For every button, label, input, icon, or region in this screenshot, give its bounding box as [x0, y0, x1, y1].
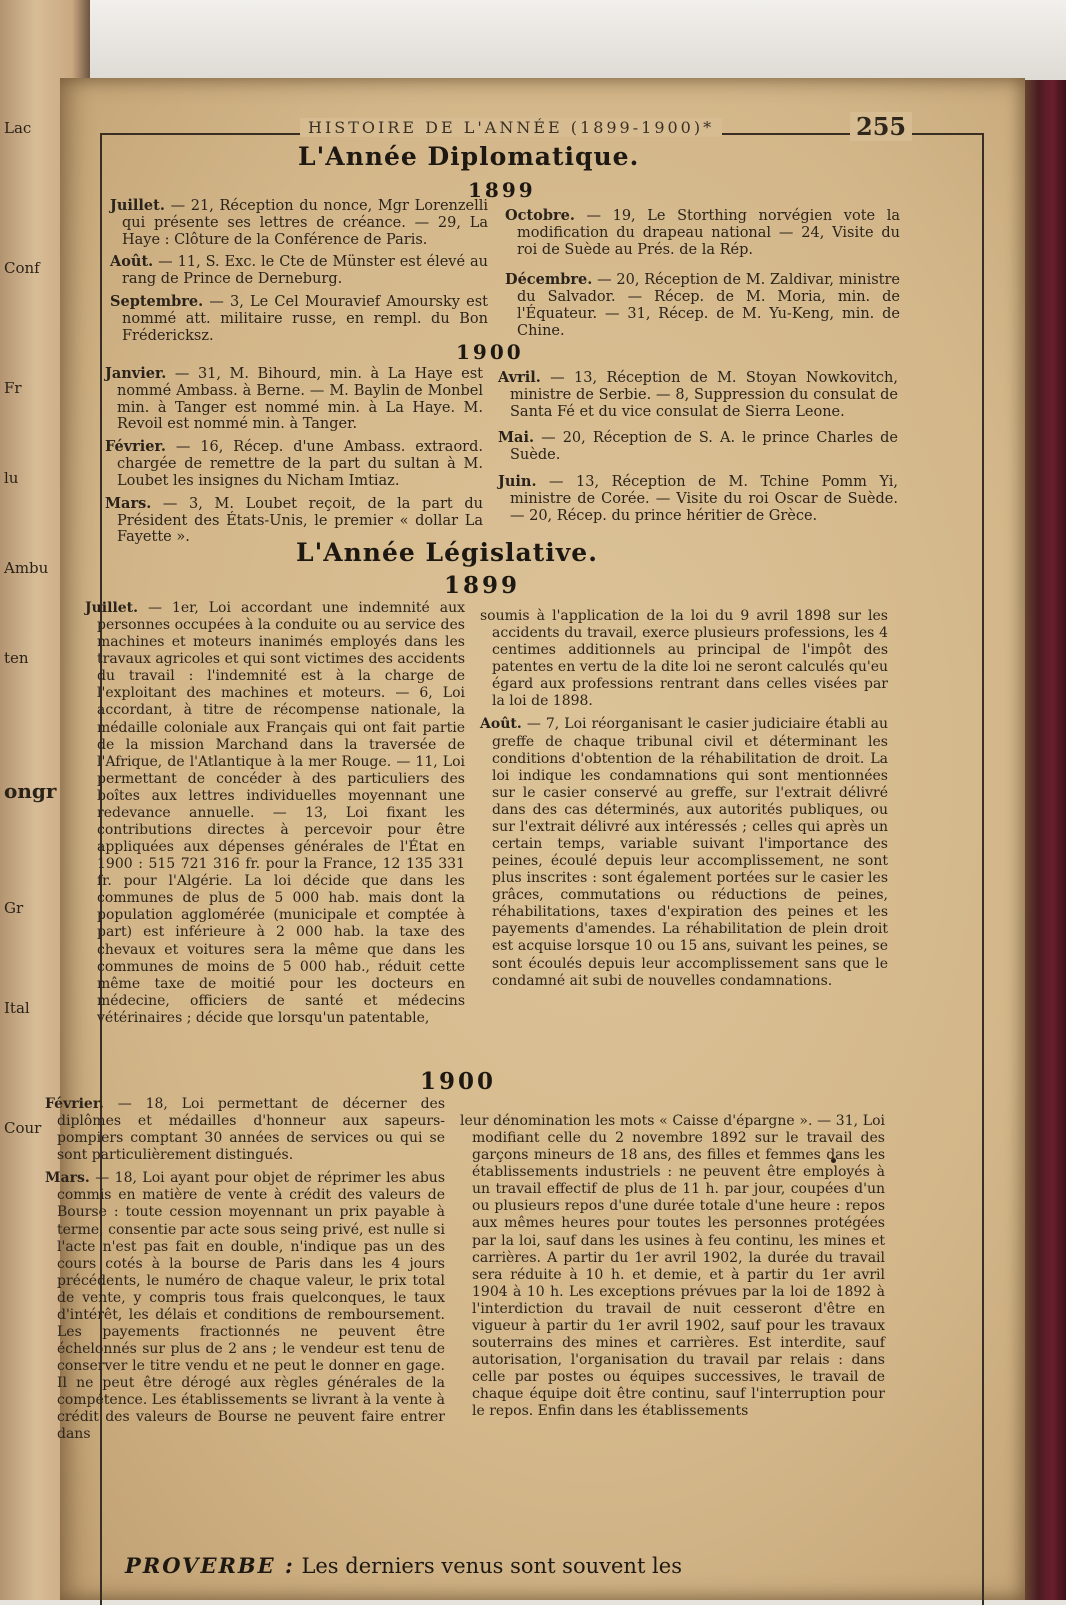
diplo-1899-left-column [110, 198, 488, 351]
entry-month: Décembre. [505, 271, 593, 289]
entry-text: — 3, Le Cel Mouravief Amoursky est nommé att. militaire russe, en rempl. du Bon Frédericksz. [122, 294, 489, 344]
left-page-text: ten [4, 649, 29, 667]
year-heading: 1900 [456, 340, 524, 364]
entry-month: Février. [105, 438, 166, 456]
entry-text: — 1er, Loi accordant une indemnité aux personnes occupées à la conduite ou au service des machines et moteurs inanimés employés dans les travaux agricoles et qui sont victimes des accidents du travail : l'indemnité est à la charge de l'exploitant des machines et moteurs. — 6, Loi accordant, à titre de récompense nationale, la médaille coloniale aux Français qui ont fait partie de la mission Marchand dans la traversée de l'Afrique, de l'Atlantique à la mer Rouge. — 11, Loi permettant de concéder à des particuliers des boîtes aux lettres individuelles moyennant une redevance annuelle. — 13, Loi fixant les contributions directes à percevoir pour être appliquées aux dépenses générales de l'État en 1900 : 515 721 316 fr. pour la France, 12 135 331 fr. pour l'Algérie. La loi décide que dans les communes de plus de 5 000 hab. mais dont la population agglomérée (municipale et comptée à part) est inférieure à 2 000 hab. la taxe des chevaux et voitures sera la même que dans les communes de moins de 5 000 hab., réduit cette même taxe de moitié pour les docteurs en médecine, officiers de santé et médecins vétérinaires ; décide que lorsqu'un patentable, [97, 600, 465, 1026]
entry-month: Octobre. [505, 207, 575, 224]
entry [498, 474, 898, 524]
entry-text: leur dénomination les mots « Caisse d'épargne ». — 31, Loi modifiant celle du 2 novembre 1892 sur le travail des garçons mineurs de 18 ans, des filles et femmes dans les établissements industriels : ne peuvent être employés à un travail effectif de plus de 11 h. par jour, coupées d'un ou plusieurs repos d'une durée totale d'une heure : repos aux mêmes heures pour toutes les personnes protégées par la loi, sauf dans les usines à feu continu, les mines et carrières. A partir du 1er avril 1902, la durée du travail sera réduite à 10 h. et demie, et à partir du 1er avril 1904 à 10 h. Les exceptions prévues par la loi de 1892 à l'interdiction du travail de nuit cesseront d'être en vigueur à partir du 1er avril 1902, sauf pour les travaux souterrains des mines et carrières. Est interdite, sauf autorisation, l'organisation du travail par relais : dans celle par postes ou équipes successives, le travail de chaque équipe doit être continu, sauf l'interruption pour le repos. Enfin dans les établissements [460, 1113, 885, 1420]
entry-month: Mars. [45, 1170, 90, 1187]
entry [110, 294, 488, 344]
left-page-text: Cour [4, 1119, 42, 1137]
entry-month: Juillet. [110, 197, 165, 214]
entry [45, 1096, 445, 1164]
entry-text: — 19, Le Storthing norvégien vote la modification du drapeau national — 24, Visite du roi de Suède au Prés. de la Rép. [517, 208, 900, 258]
entry [480, 608, 888, 710]
entry-month: Mars. [105, 494, 152, 512]
entry-text: soumis à l'application de la loi du 9 avril 1898 sur les accidents du travail, exerce plusieurs professions, les 4 centimes additionnels au principal de l'impôt des patentes en vertu de la dite loi ne seront calculés qu'eu égard aux professions rentrant dans celles visées par la loi de 1898. [480, 608, 888, 710]
book-binding [1020, 80, 1066, 1600]
entry-month: Février. [45, 1096, 104, 1112]
entry-text: — 3, M. Loubet reçoit, de la part du Président des États-Unis, le premier « dollar La Fayette ». [117, 495, 483, 546]
year-heading: 1899 [468, 178, 536, 202]
entry [498, 430, 898, 464]
entry-text: — 16, Récep. d'une Ambass. extraord. chargée de remettre de la part du sultan à M. Loubet les insignes du Nicham Imtiaz. [117, 439, 484, 489]
diplo-1899-right-column [505, 208, 900, 346]
entry-month: Avril. [498, 369, 541, 386]
section-title-diplomatique: L'Année Diplomatique. [298, 142, 640, 171]
entry-text: — 20, Réception de M. Zaldivar, ministre du Salvador. — Récep. de M. Moria, min. de l'Équateur. — 31, Récep. de M. Yu-Keng, min. de Chine. [517, 272, 900, 339]
left-page-text: Ambu [4, 559, 49, 577]
section-title-legislative: L'Année Législative. [296, 538, 598, 567]
entry-month: Juillet. [85, 600, 139, 616]
entry-text: — 20, Réception de S. A. le prince Charles de Suède. [510, 430, 899, 464]
entry [110, 198, 488, 248]
entry-month: Août. [480, 716, 522, 733]
entry-text: — 13, Réception de M. Tchine Pomm Yi, ministre de Corée. — Visite du roi Oscar de Suède. — 20, Récep. du prince héritier de Grèce. [510, 474, 899, 524]
entry [498, 370, 898, 420]
background-wall [0, 0, 1066, 90]
legis-1899-left-column [85, 600, 465, 1033]
legis-1900-right-column [460, 1113, 885, 1426]
entry-month: Septembre. [110, 293, 204, 311]
left-page-text: Ital [4, 999, 30, 1017]
running-header: HISTOIRE DE L'ANNÉE (1899-1900)* [300, 118, 722, 137]
entry-text: — 31, M. Bihourd, min. à La Haye est nommé Ambass. à Berne. — M. Baylin de Monbel min. à Tanger est nommé min. à La Haye. M. Revoil est nommé min. à Tanger. [117, 366, 484, 433]
proverb-label: PROVERBE : [125, 1553, 295, 1578]
entry [480, 716, 888, 989]
left-page-text: ongr [4, 779, 57, 803]
entry [45, 1170, 445, 1443]
diplo-1900-left-column [105, 366, 483, 552]
entry [505, 272, 900, 339]
left-page-text: Fr [4, 379, 22, 397]
left-page-text: Lac [4, 119, 32, 137]
legis-1899-right-column [480, 608, 888, 996]
entry-text: — 18, Loi ayant pour objet de réprimer les abus commis en matière de vente à crédit des valeurs de Bourse : toute cession moyennant un prix payable à terme, consentie par acte sous seing privé, est nulle si l'acte n'est pas fait en double, n'indique pas un des cours cotés à la bourse de Paris dans les 4 jours précédents, le numéro de chaque valeur, le prix total de vente, y compris tous frais quelconques, le taux d'intérêt, les délais et conditions de remboursement. Les payements fractionnés ne peuvent être échelonnés sur plus de 2 ans ; le vendeur est tenu de conserver le titre vendu et ne peut le donner en gage. Il ne peut être dérogé aux règles générales de la compétence. Les établissements se livrant à la vente à crédit des valeurs de Bourse ne peuvent faire entrer dans [57, 1170, 445, 1443]
entry [85, 600, 465, 1027]
entry-month: Janvier. [105, 365, 167, 382]
entry-text: — 18, Loi permettant de décerner des diplômes et médailles d'honneur aux sapeurs-pompiers comptant 30 années de services ou qui se sont particulièrement distingués. [57, 1096, 446, 1164]
left-page-text: Conf [4, 259, 40, 277]
proverb-text: Les derniers venus sont souvent les [301, 1554, 682, 1578]
entry-month: Août. [110, 253, 154, 271]
entry [110, 254, 488, 288]
diplo-1900-right-column [498, 370, 898, 531]
year-heading: 1900 [420, 1068, 497, 1095]
entry [105, 439, 483, 489]
proverb-line [125, 1553, 682, 1578]
year-heading: 1899 [444, 572, 521, 599]
left-page-text: Gr [4, 899, 24, 917]
entry [505, 208, 900, 258]
left-page-text: lu [4, 469, 19, 487]
legis-1900-left-column [45, 1096, 445, 1450]
entry-month: Mai. [498, 429, 535, 447]
entry-text: — 21, Réception du nonce, Mgr Lorenzelli qui présente ses lettres de créance. — 29, La Haye : Clôture de la Conférence de Paris. [122, 198, 488, 248]
entry [460, 1113, 885, 1420]
entry-text: — 11, S. Exc. le Cte de Münster est élevé au rang de Prince de Derneburg. [122, 254, 489, 288]
entry-text: — 13, Réception de M. Stoyan Nowkovitch, ministre de Serbie. — 8, Suppression du consulat de Santa Fé et du vice consulat de Sierra Leone. [510, 370, 898, 420]
entry [105, 366, 483, 433]
entry-text: — 7, Loi réorganisant le casier judiciaire établi au greffe de chaque tribunal civil et déterminant les conditions d'obtention de la réhabilitation de droit. La loi indique les condamnations qui sont mentionnées sur le casier conservé au greffe, sur l'extrait délivré dans des cas déterminés, aux autorités publiques, ou sur l'extrait délivré aux intéressés ; celles qui après un certain temps, variable suivant l'importance des peines, écoulé depuis leur accomplissement, ne sont plus inscrites : sont également portées sur le casier les grâces, commutations ou réductions de peines, réhabilitations, taxes d'expiration des peines et les payements d'amendes. La réhabilitation de plein droit est acquise lorsque 10 ou 15 ans, suivant les peines, se sont écoulés depuis leur accomplissement sans que le condamné ait subi de nouvelles condamnations. [492, 716, 888, 989]
book-page [45, 78, 1025, 1600]
page-number: 255 [850, 112, 912, 141]
entry-month: Juin. [498, 473, 537, 491]
